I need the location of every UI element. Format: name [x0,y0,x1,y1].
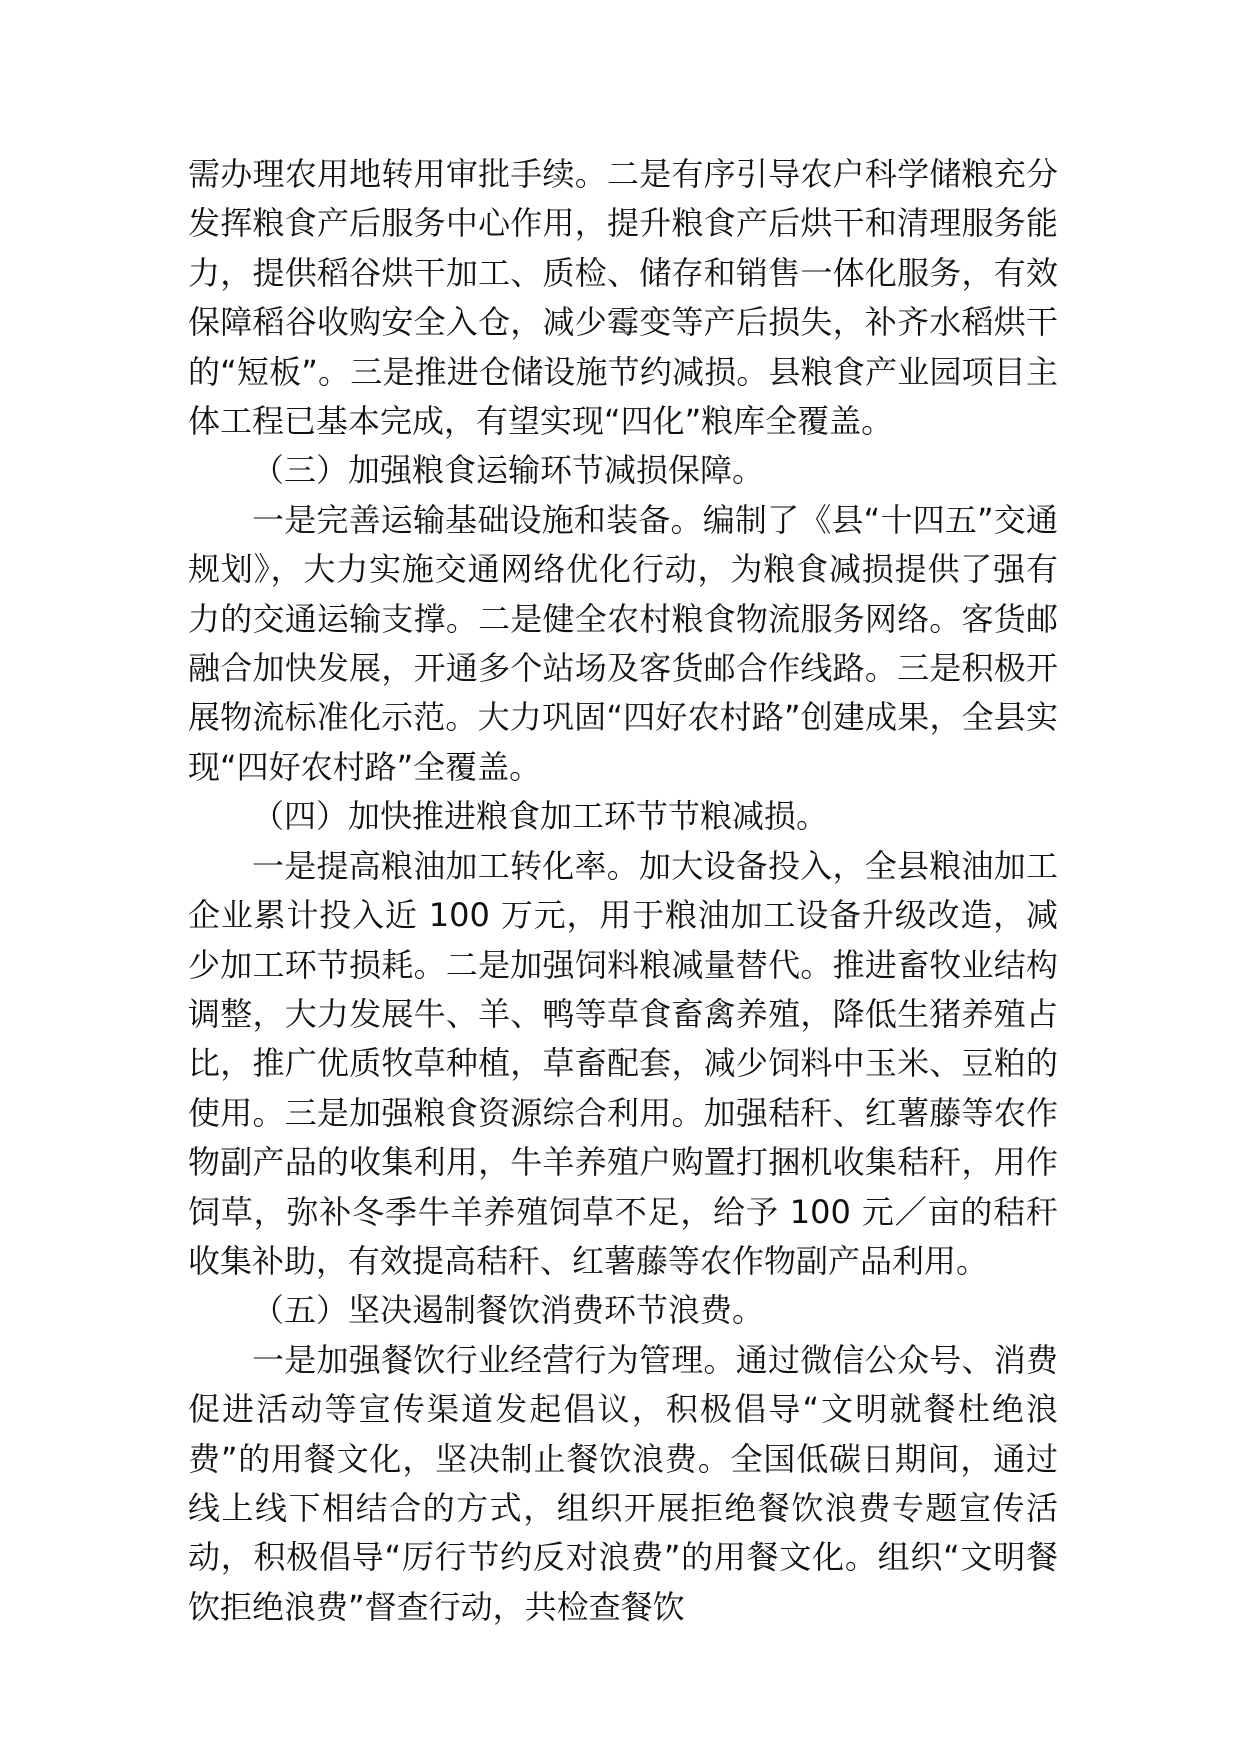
document-body [188,150,1058,1632]
paragraph-transport: 一是完善运输基础设施和装备。编制了《县“十四五”交通规划》，大力实施交通网络优化行动，为粮食减损提供了强有力的交通运输支撑。二是健全农村粮食物流服务网络。客货邮融合加快发展，开通多个站场及客货邮合作线路。三是积极开展物流标准化示范。大力巩固“四好农村路”创建成果，全县实现“四好农村路”全覆盖。 [188,500,1058,786]
paragraph-processing: 一是提高粮油加工转化率。加大设备投入，全县粮油加工企业累计投入近 100 万元，用于粮油加工设备升级改造，减少加工环节损耗。二是加强饲料粮减量替代。推进畜牧业结构调整，大力发展牛、羊、鸭等草食畜禽养殖，降低生猪养殖占比，推广优质牧草种植，草畜配套，减少饲料中玉米、豆粕的使用。三是加强粮食资源综合利用。加强秸秆、红薯藤等农作物副产品的收集利用，牛羊养殖户购置打捆机收集秸秆，用作饲草，弥补冬季牛羊养殖饲草不足，给予 100 元／亩的秸秆收集补助，有效提高秸秆、红薯藤等农作物副产品利用。 [188,846,1058,1280]
section-heading-3: （三）加强粮食运输环节减损保障。 [252,451,765,490]
section-heading-5: （五）坚决遏制餐饮消费环节浪费。 [252,1291,765,1330]
paragraph-catering: 一是加强餐饮行业经营行为管理。通过微信公众号、消费促进活动等宣传渠道发起倡议，积极倡导“文明就餐杜绝浪费”的用餐文化，坚决制止餐饮浪费。全国低碳日期间，通过线上线下相结合的方式，组织开展拒绝餐饮浪费专题宣传活动，积极倡导“厉行节约反对浪费”的用餐文化。组织“文明餐饮拒绝浪费”督查行动，共检查餐饮 [188,1340,1058,1626]
section-heading-4: （四）加快推进粮食加工环节节粮减损。 [252,797,829,836]
paragraph-continuation: 需办理农用地转用审批手续。二是有序引导农户科学储粮充分发挥粮食产后服务中心作用，提升粮食产后烘干和清理服务能力，提供稻谷烘干加工、质检、储存和销售一体化服务，有效保障稻谷收购安全入仓，减少霉变等产后损失，补齐水稻烘干的“短板”。三是推进仓储设施节约减损。县粮食产业园项目主体工程已基本完成，有望实现“四化”粮库全覆盖。 [188,155,1058,441]
